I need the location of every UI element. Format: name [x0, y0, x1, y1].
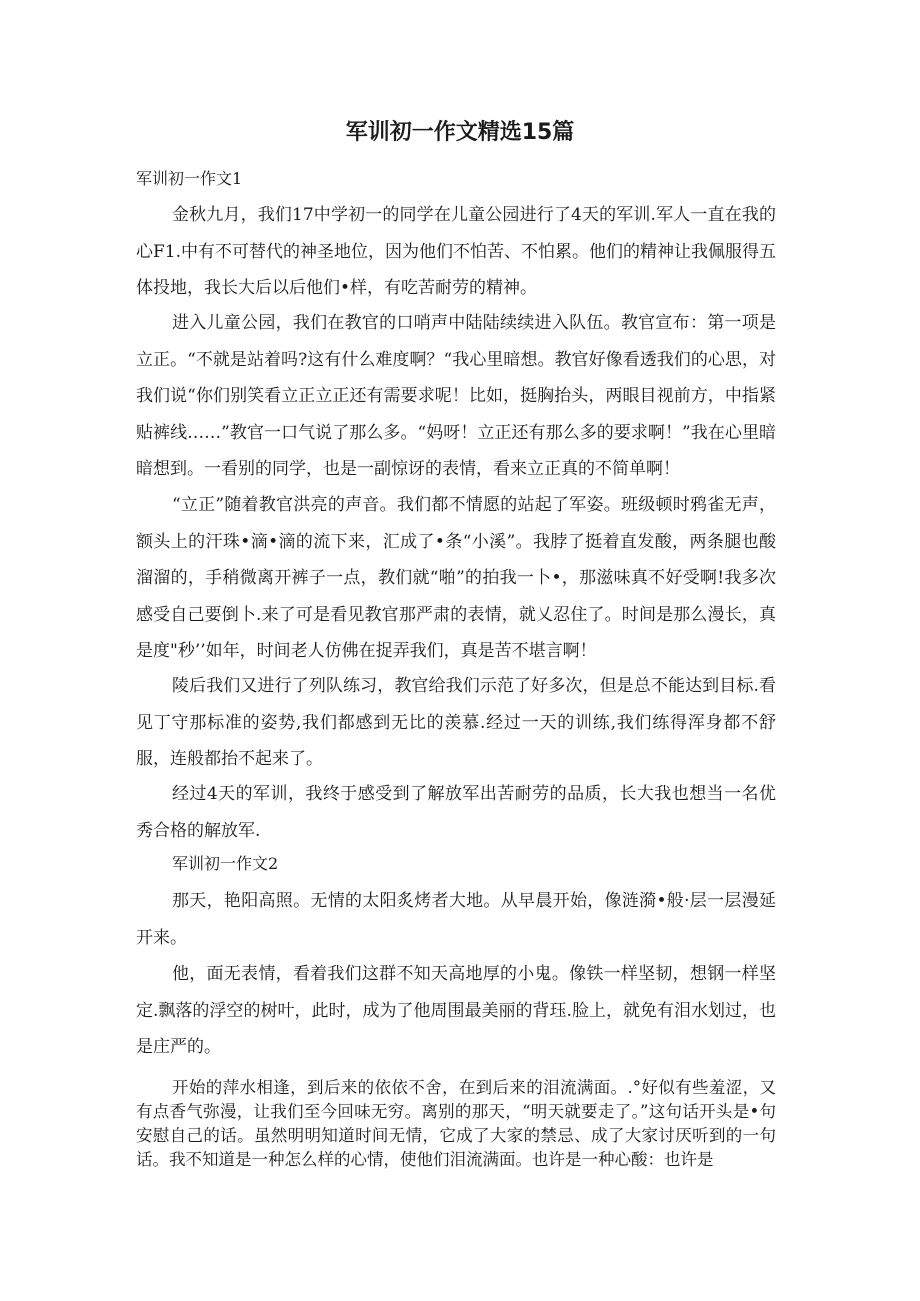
- section-2-paragraph: 那天，艳阳高照。无情的太阳炙烤者大地。从早晨开始，像涟漪•般·层一层漫延开来。: [136, 891, 776, 948]
- section-2-heading: 军训初一作文2: [172, 854, 279, 873]
- section-1-paragraph: 陵后我们又进行了列队练习，教官给我们示范了好多次，但是总不能达到目标.看见丁守那标准的姿势,我们都感到无比的羡慕.经过一天的训练,我们练得浑身都不舒服，连般都抬不起来了。: [136, 676, 776, 769]
- section-2-paragraph: 开始的萍水相逢，到后来的依依不舍，在到后来的泪流满面。.°好似有些羞涩，又有点香气弥漫，让我们至今回味无穷。离别的那天，“明天就要走了。”这句话开头是•句安慰自己的话。虽然明明知道时间无情，它成了大家的禁忌、成了大家讨厌听到的一句话。我不知道是一种怎么样的心情，使他们泪流满面。也许是一种心酸：也许是: [136, 1078, 776, 1169]
- section-1-heading: 军训初一作文1: [136, 169, 243, 188]
- section-1-paragraph: “立正”随着教官洪亮的声音。我们都不情愿的站起了军姿。班级顿时鸦雀无声，额头上的汗珠•滴•滴的流下来，汇成了•条“小溪”。我脖了挺着直发酸，两条腿也酸溜溜的，手稍微离开裤子一点，教们就“啪”的拍我一卜•，那滋味真不好受啊!我多次感受自己要倒卜.来了可是看见教官那严肃的表情，就乂忍住了。时间是那么漫长，真是度"秒’’如年，时间老人仿佛在捉弄我们，真是苦不堪言啊！: [136, 495, 776, 661]
- section-1-paragraph: 经过4天的军训，我终于感受到了解放军出苦耐劳的品质，长大我也想当一名优秀合格的解放军.: [136, 784, 776, 841]
- document-title: 军训初一作文精选15篇: [345, 120, 575, 145]
- section-1-paragraph: 进入儿童公园，我们在教官的口哨声中陆陆续续进入队伍。教官宣布：第一项是立正。“不就是站着吗?这有什么难度啊？“我心里暗想。教官好像看透我们的心思，对我们说“你们别笑看立正立正还有需要求呢！比如，挺胸抬头，两眼目视前方，中指紧贴裤线……”教官一口气说了那么多。“妈呀！立正还有那么多的要求啊！”我在心里暗暗想到。一看别的同学，也是一副惊讶的表情，看来立正真的不简单啊！: [136, 313, 776, 479]
- section-1-paragraph: 金秋九月，我们17中学初一的同学在儿童公园进行了4天的军训.军人一直在我的心F1.中有不可替代的神圣地位，因为他们不怕苦、不怕累。他们的精神让我佩服得五体投地，我长大后以后他们•样，有吃苦耐劳的精神。: [136, 205, 777, 298]
- section-2-paragraph: 他，面无表情，看着我们这群不知天高地厚的小鬼。像铁一样坚韧，想钢一样坚定.飘落的浮空的树叶，此时，成为了他周围最美丽的背珏.脸上，就免有泪水划过，也是庄严的。: [136, 964, 776, 1057]
